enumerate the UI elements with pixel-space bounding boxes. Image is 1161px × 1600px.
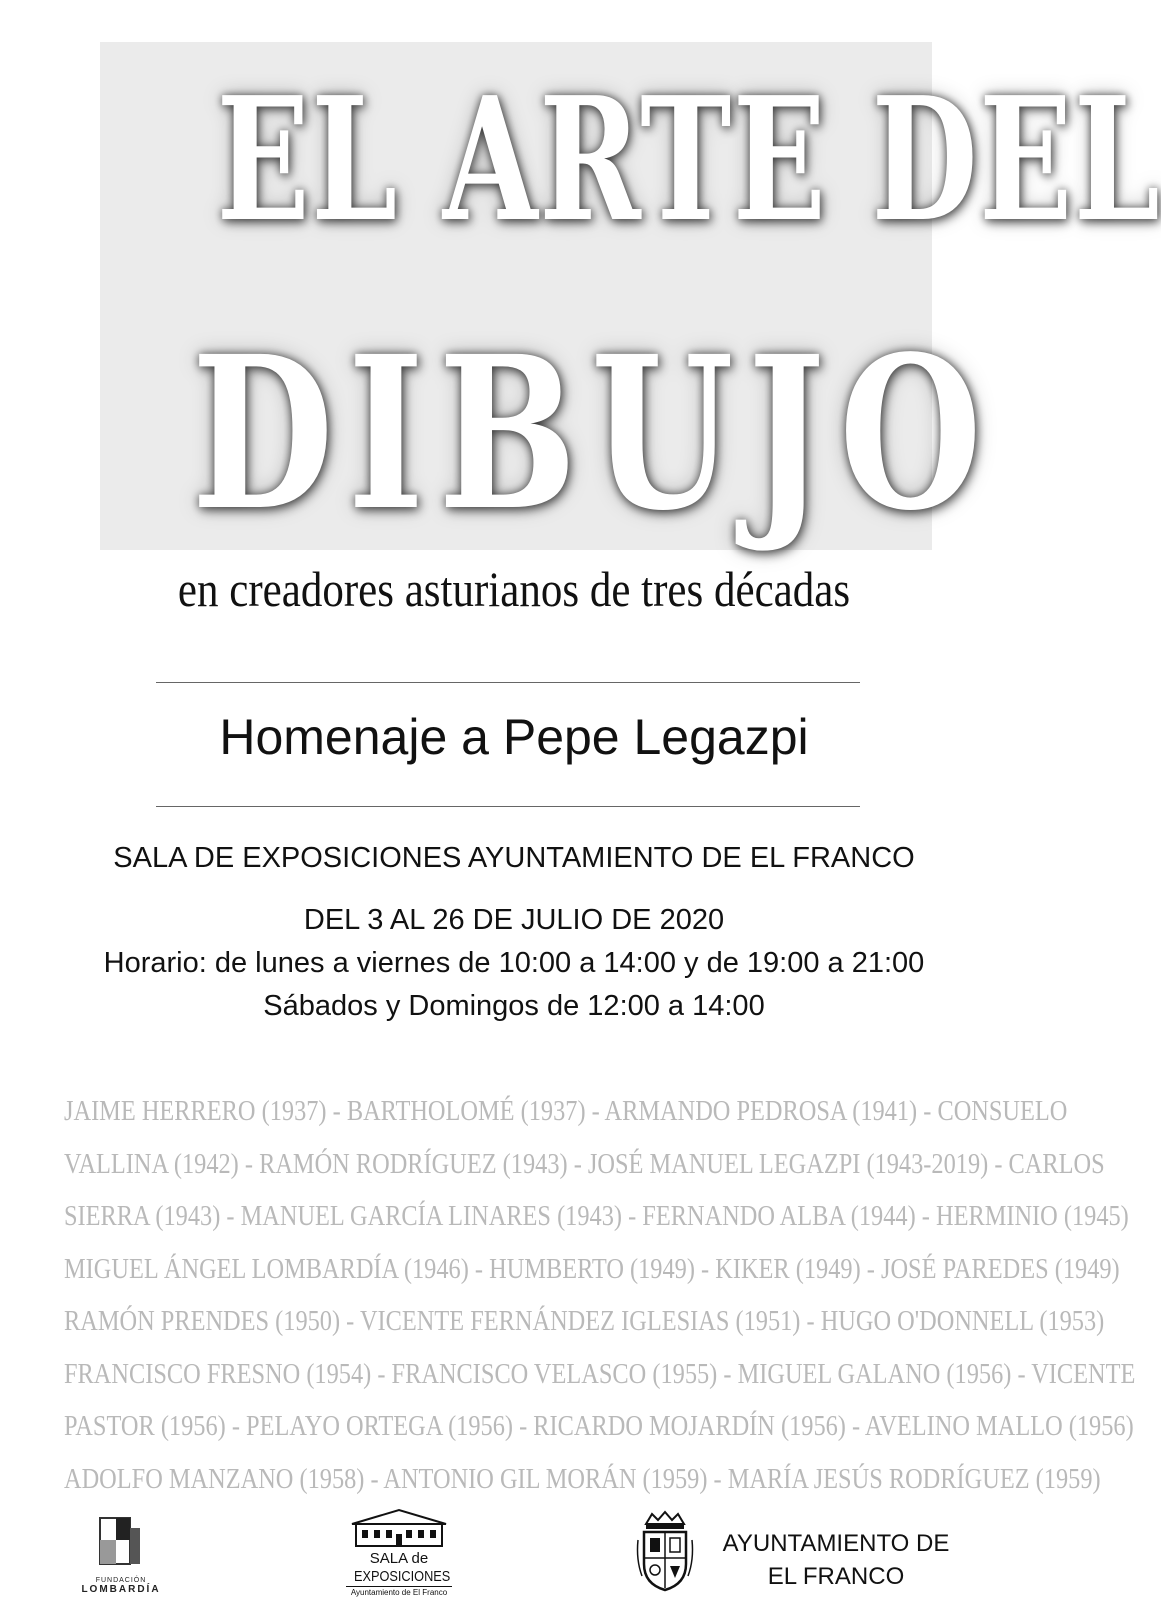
artist-line: JAIME HERRERO (1937) - BARTHOLOMÉ (1937) - ARMANDO PEDROSA (1941) - CONSUELO — [64, 1095, 1068, 1127]
sala-logo — [346, 1508, 452, 1598]
divider-top — [156, 682, 860, 683]
sala-subtitle: EXPOSICIONES — [353, 1568, 451, 1585]
lombardia-logo — [76, 1516, 166, 1596]
artist-list — [64, 1085, 1136, 1505]
building-icon — [346, 1508, 452, 1548]
lombardia-logo-icon — [98, 1516, 142, 1566]
sala-title: SALA de — [369, 1550, 429, 1567]
weekend-hours-text: Sábados y Domingos de 12:00 a 14:00 — [263, 990, 765, 1022]
hours-text: Horario: de lunes a viernes de 10:00 a 14:00 y de 19:00 a 21:00 — [103, 947, 925, 979]
lombardia-caption — [76, 1576, 166, 1594]
divider-bottom — [156, 806, 860, 807]
artist-line: FRANCISCO FRESNO (1954) - FRANCISCO VELASCO (1955) - MIGUEL GALANO (1956) - VICENTE — [64, 1357, 1136, 1390]
dates-text: DEL 3 AL 26 DE JULIO DE 2020 — [303, 904, 725, 936]
artist-line: ADOLFO MANZANO (1958) - ANTONIO GIL MORÁN (1959) - MARÍA JESÚS RODRÍGUEZ (1959) — [64, 1462, 1101, 1495]
subtitle: en creadores asturianos de tres décadas — [177, 561, 851, 617]
ayuntamiento-line-1: AYUNTAMIENTO DE — [722, 1530, 950, 1557]
ayuntamiento-line-2: EL FRANCO — [767, 1563, 905, 1590]
artist-line: VALLINA (1942) - RAMÓN RODRÍGUEZ (1943) - JOSÉ MANUEL LEGAZPI (1943-2019) - CARLOS — [64, 1147, 1105, 1180]
homage-heading: Homenaje a Pepe Legazpi — [219, 709, 809, 765]
coat-of-arms-icon — [636, 1510, 694, 1592]
title-line-2: DIBUJO — [191, 310, 996, 557]
artist-line: RAMÓN PRENDES (1950) - VICENTE FERNÁNDEZ IGLESIAS (1951) - HUGO O'DONNELL (1953) — [64, 1305, 1105, 1337]
artist-line: MIGUEL ÁNGEL LOMBARDÍA (1946) - HUMBERTO (1949) - KIKER (1949) - JOSÉ PAREDES (1949) — [64, 1252, 1120, 1285]
artist-line: SIERRA (1943) - MANUEL GARCÍA LINARES (1943) - FERNANDO ALBA (1944) - HERMINIO (1945) — [64, 1200, 1129, 1232]
artist-line: PASTOR (1956) - PELAYO ORTEGA (1956) - RICARDO MOJARDÍN (1956) - AVELINO MALLO (1956) — [64, 1410, 1134, 1442]
lombardia-small-text: FUNDACIÓN — [95, 1577, 147, 1584]
title-line-1: EL ARTE DEL — [216, 60, 1161, 260]
lombardia-name: LOMBARDÍA — [81, 1584, 161, 1595]
title-box — [100, 42, 1161, 557]
venue-text: SALA DE EXPOSICIONES AYUNTAMIENTO DE EL FRANCO — [113, 842, 915, 874]
sala-caption: Ayuntamiento de El Franco — [346, 1586, 452, 1597]
